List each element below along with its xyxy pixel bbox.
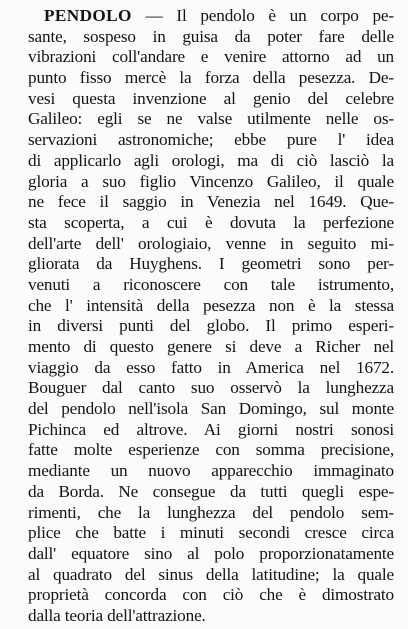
text-line-20: del pendolo nell'isola San Domingo, sul monte (28, 399, 394, 419)
text-line-19: Bouguer dal canto suo osservò la lunghezza (28, 378, 394, 398)
text-line-21: Pichinca ed altrove. Ai giorni nostri sonosi (28, 419, 394, 439)
text-line-30: dalla teoria dell'attrazione. (28, 605, 206, 625)
text-line-6: Galileo: egli se ne valse utilmente nelle os- (28, 109, 394, 129)
text-line-14: venuti a riconoscere con tale istrumento, (28, 274, 394, 294)
text-line-10: ne fece il saggio in Venezia nel 1649. Que- (28, 192, 394, 212)
encyclopedia-entry (28, 6, 394, 627)
text-line-3: vibrazioni coll'andare e venire attorno ad un (28, 47, 394, 67)
text-line-22: fatte molte esperienze con somma precisione, (28, 440, 394, 460)
text-line-17: mento di questo genere si deve a Richer nel (28, 337, 394, 356)
text-line-26: plice che batte i minuti secondi cresce circa (28, 523, 394, 543)
text-line-1-body: — Il pendolo è un corpo pe- (131, 6, 394, 25)
text-line-4: punto fisso mercè la forza della pesezza. De- (28, 68, 394, 88)
text-line-18: viaggio da esso fatto in America nel 1672. (28, 357, 394, 377)
text-line-16: in diversi punti del globo. Il primo esperi- (28, 316, 394, 336)
text-line-28: al quadrato del sinus della latitudine; la quale (28, 564, 394, 584)
text-line-1 (28, 6, 394, 27)
text-line-23: mediante un nuovo apparecchio immaginato (28, 461, 394, 481)
text-line-15: che l' intensità della pesezza non è la stessa (28, 295, 394, 315)
text-line-27: dall' equatore sino al polo proporzionatamente (28, 543, 394, 563)
text-line-13: gliorata da Huyghens. I geometri sono per- (28, 254, 394, 274)
text-line-5: vesi questa invenzione al genio del celebre (28, 88, 394, 108)
text-line-25: rimenti, che la lunghezza del pendolo sem- (28, 502, 394, 522)
text-line-8: di applicarlo agli orologi, ma di ciò lasciò la (28, 150, 394, 170)
text-line-2: sante, sospeso in guisa da poter fare delle (28, 26, 394, 46)
text-line-29: proprietà concorda con ciò che è dimostrato (28, 585, 394, 605)
text-line-24: da Borda. Ne consegue da tutti quegli espe- (28, 481, 394, 501)
text-line-7: servazioni astronomiche; ebbe pure l' idea (28, 130, 394, 150)
text-line-9: gloria a suo figlio Vincenzo Galileo, il quale (28, 171, 394, 191)
text-line-11: sta scoperta, a cui è dovuta la perfezione (28, 212, 394, 232)
entry-headword: PENDOLO (44, 6, 132, 25)
text-line-12: dell'arte dell' orologiaio, venne in seguito mi- (28, 233, 394, 253)
